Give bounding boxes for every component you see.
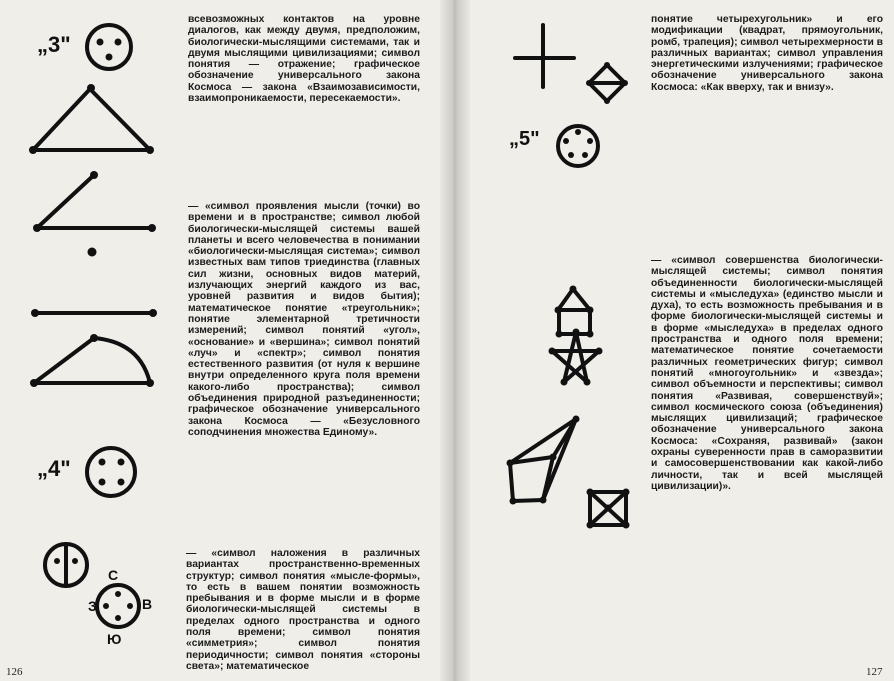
label-four: „4" <box>37 456 71 481</box>
star-symbol <box>552 332 599 382</box>
page-number-left: 126 <box>6 666 23 678</box>
paragraph-perfection: — «символ совершенства биологически-мыслящей системы; символ понятия объединенности биологически-мыслящей системы и «мыследуха» (единство мысли и духа), то есть возможность пребывания и в форме биологически-мыслящей системы и в форме «мыследуха» в пределах одного пространства и одного поля времени; математическое понятие сочетаемости различных геометрических фигур; символ понятий «многоугольник» и «звезда»; символ объемности и перспективы; символ понятия «Развивая, совершенствуй»; символ космического союза (объединения) мыслящих цивилизаций; графическое обозначение универсального закона Космоса: «Сохраняя, развивай» (закон охраны суверенности прав в саморазвитии и самосовершенствовании как какой-либо личности, так и всей мыслящей цивилизации)». <box>651 255 883 492</box>
paragraph-overlay: — «символ наложения в различных вариантах пространственно-временных структур; символ понятия «мысле-формы», то есть в вашем понятии возможность пребывания и в форме мысли и в форме биологически-мыслящей системы в пределах одного пространства и одного поля времени; символ понятия «симметрия»; символ понятия периодичности; символ понятия «стороны света»; математическое <box>186 548 420 672</box>
label-three: „3" <box>37 32 71 57</box>
compass-east: В <box>142 596 153 612</box>
circle-four-dots-symbol <box>87 448 135 496</box>
compass-south: Ю <box>107 631 122 647</box>
angle-symbol <box>37 175 152 228</box>
arc-triangle-symbol <box>34 338 150 383</box>
label-five: „5" <box>509 128 540 150</box>
triangle-symbol <box>33 89 150 150</box>
page-number-right: 127 <box>866 666 883 678</box>
paragraph-triangle: — «символ проявления мысли (точки) во времени и в пространстве; символ любой биологически-мыслящей системы вашей планеты и всего человечества в понимании «биологически-мыслящая система»; символ известных вам типов триединства (главных сил жизни, основных видов материй, излучающих энергий каждого из вас, уровней развития и видов бытия); математическое понятие «треугольник»; понятие элементарной третичности измерений; символ понятий «угол», «основание» и «вершина»; символ понятий «луч» и «спектр»; символ понятия естественного развития (от нуля к вершине внутри определенного круга поля времени какого-либо пространства); символ объединения природной разъединенности; графическое обозначение универсального закона Космоса — «Безусловного соподчинения множества Единому». <box>188 201 420 438</box>
dot-symbol <box>88 248 97 257</box>
circle-three-dots-symbol <box>87 25 131 69</box>
paragraph-quadrangle: понятие четырехугольник» и его модификации (квадрат, прямоугольник, ромб, трапеция); символ четырехмерности в различных вариантах; символ управления энергетическими излучениями; графическое обозначение универсального закона Космоса: «Как вверху, так и внизу». <box>651 14 884 93</box>
paragraph-contacts: всевозможных контактов на уровне диалогов, как между двумя, предположим, биологически-мыслящими системами, так и двумя мыслящими цивилизациями; символ понятия — отражение; графическое обозначение универсального закона Космоса — закона «Взаимозависимости, взаимопроникаемости, пересекаемости». <box>188 14 420 105</box>
compass-north: С <box>108 567 119 583</box>
compass-west: З <box>88 598 97 614</box>
